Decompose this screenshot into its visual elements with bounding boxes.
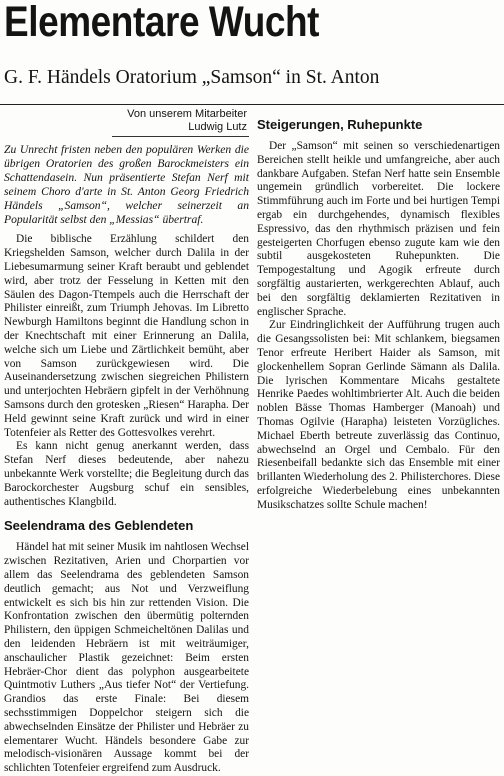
byline (4, 108, 249, 134)
body-paragraph-5: Zur Eindringlichkeit der Aufführung trugen auch die Gesangssolisten bei: Mit schlankem, biegsamen Tenor erfreute Heribert Haider als Samson, mit glockenhellem Sopran Gerlinde Sämann als Dalila. Die lyrischen Kommentare Micahs gestaltete Henrike Paedes wohltimbrierter Alt. Auch die beiden noblen Bässe Thomas Hamberger (Manoah) und Thomas Ogilvie (Harapha) leisteten Vorzügliches. Michael Eberth betreute zuverlässig das Continuo, abwechselnd an Orgel und Cembalo. Für den Riesenbeifall bedankte sich das Ensemble mit einer brillanten Wiederholung des 2. Philisterchores. Diese erfolgreiche Wiederbelebung eines unbekannten Musikschatzes sollte Schule machen! (257, 319, 500, 511)
headline: Elementare Wucht (4, 0, 320, 46)
article-column-left (4, 108, 249, 775)
lead-paragraph: Zu Unrecht fristen neben den populären Werken die übrigen Oratorien des großen Barockmeisters ein Schattendasein. Nun präsentierte Stefan Nerf mit seinem Choro d'arte in St. Anton Georg Friedrich Händels „Samson“, welcher seinerzeit an Popularität selbst den „Messias“ übertraf. (4, 143, 249, 226)
body-paragraph-4: Der „Samson“ mit seinen so verschiedenartigen Bereichen stellt heikle und umfangreiche, aber auch dankbare Aufgaben. Stefan Nerf hatte sein Ensemble ungemein gründlich vorbereitet. Die lockere Stimmführung auch im Forte und bei hurtigen Tempi ergab ein durchgehendes, dynamisch flexibles Espressivo, das den rhythmisch präzisen und fein gesteigerten Chorfugen ebenso zugute kam wie den subtil ausgekosteten Ruhepunkten. Die Tempogestaltung und Agogik erfreute durch sorgfältig austarierten, werkgerechten Ablauf, auch bei den sorgfältig deklamierten Rezitativen in englischer Sprache. (257, 140, 500, 318)
body-paragraph-1: Die biblische Erzählung schildert den Kriegshelden Samson, welcher durch Dalila in der Liebesumarmung seiner Kraft beraubt und geblendet wird, aber trotz der Fesselung in Ketten mit den Säulen des Dagon-Ttempels auch die Herrschaft der Philister einreißt, zum Triumph Jehovas. Im Libretto Newburgh Hamiltons beginnt die Handlung schon in der Knechtschaft mit einer Erinnerung an Dalila, welche sich um Liebe und Zärtlichkeit bemüht, aber von Samson zurückgewiesen wird. Die Auseinandersetzung zwischen siegreichen Philistern und unterjochten Hebräern gipfelt in der Verhöhnung Samsons durch den grotesken „Riesen“ Harapha. Der Held gewinnt seine Kraft zurück und wird in einer Totenfeier als Retter des Gottesvolkes verehrt. (4, 233, 249, 439)
header-divider (0, 104, 504, 105)
article-column-right (257, 108, 500, 694)
section-subtitle-1: Seelendrama des Geblendeten (4, 518, 194, 534)
body-paragraph-3: Händel hat mit seiner Musik im nahtlosen Wechsel zwischen Rezitativen, Arien und Chorpartien vor allem das Seelendrama des geblendeten Samson deutlich gemacht; aus Not und Verzweiflung entwickelt es sich bis hin zur rettenden Vision. Die Konfrontation zwischen den übermütig polternden Philistern, den üppigen Schmeicheltönen Dalilas und den leidenden Hebräern ist mit weiträumiger, anschaulicher Plastik gezeichnet: Beim ersten Hebräer-Chor dient das polyphon ausgearbeitete Quintmotiv Luthers „Aus tiefer Not“ der Vertiefung. Grandios das erste Finale: Bei diesem sechsstimmigen Doppelchor steigern sich die abwechselnden Einsätze der Philister und Hebräer zu elementarer Wucht. Händels besondere Gabe zur melodisch-visionären Aussage kommt bei der schlichten Totenfeier ergreifend zum Ausdruck. (4, 541, 249, 775)
byline-divider (112, 136, 249, 137)
body-paragraph-2: Es kann nicht genug anerkannt werden, dass Stefan Nerf dieses bedeutende, aber nahezu unbekannte Werk vorstellte; die Begleitung durch das Barockorchester Augsburg schuf ein sensibles, authentisches Klangbild. (4, 440, 249, 508)
byline-intro: Von unserem Mitarbeiter (127, 108, 247, 120)
byline-author: Ludwig Lutz (188, 121, 247, 133)
subheadline: G. F. Händels Oratorium „Samson“ in St. Anton (4, 67, 380, 88)
section-subtitle-2: Steigerungen, Ruhepunkte (257, 117, 423, 132)
